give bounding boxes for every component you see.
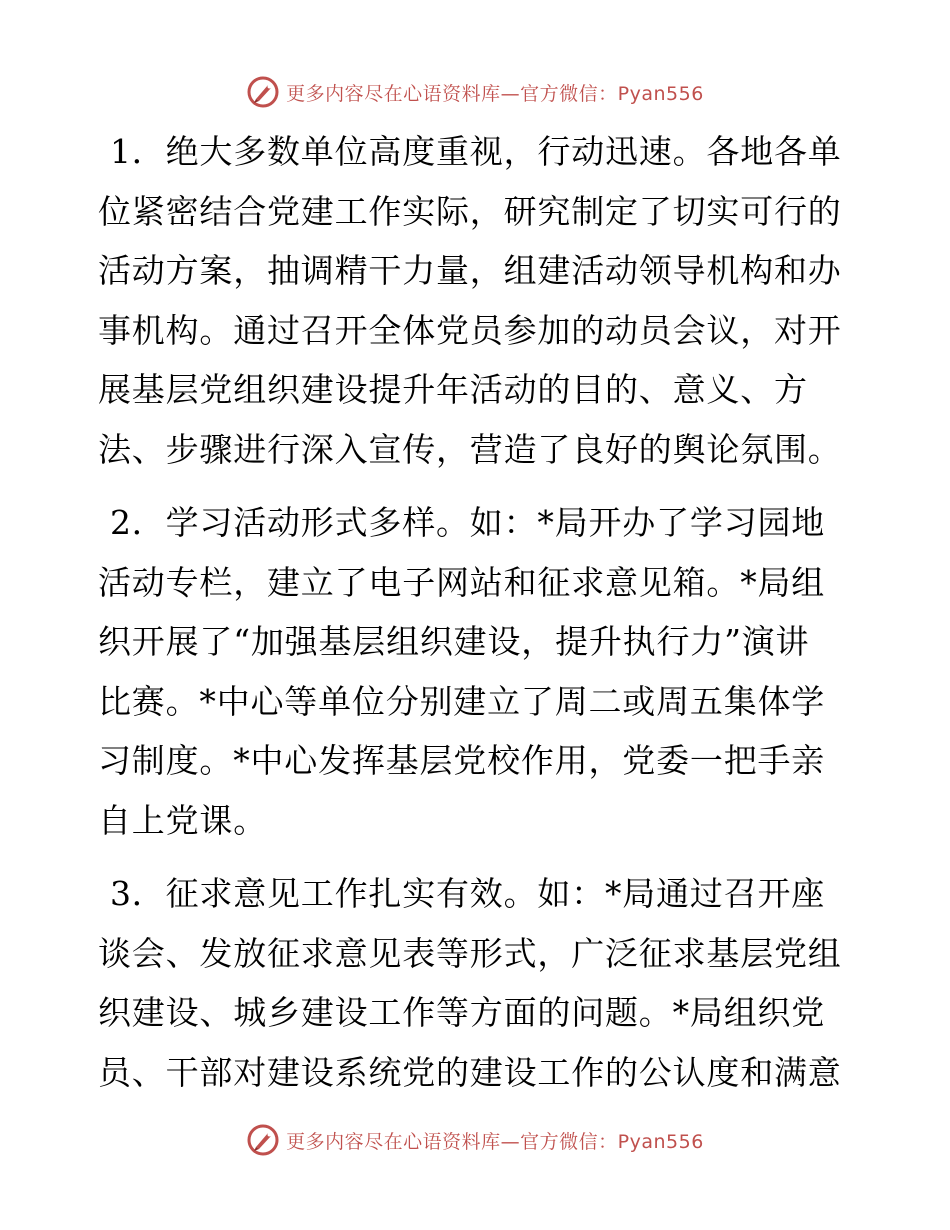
header-banner-text: 更多内容尽在心语资料库—官方微信：Pyan556 bbox=[286, 82, 704, 105]
header-banner bbox=[0, 72, 950, 112]
text-line: 3．征求意见工作扎实有效。如：*局通过召开座 bbox=[110, 874, 826, 913]
text-line: 谈会、发放征求意见表等形式，广泛征求基层党组 bbox=[98, 933, 842, 973]
pen-logo-icon bbox=[246, 1123, 280, 1157]
text-line: 自上党课。 bbox=[98, 800, 267, 840]
pen-logo-icon bbox=[246, 75, 280, 109]
document-body bbox=[98, 122, 850, 1116]
text-line: 1．绝大多数单位高度重视，行动迅速。各地各单 bbox=[110, 132, 842, 171]
text-line: 位紧密结合党建工作实际，研究制定了切实可行的 bbox=[98, 191, 842, 231]
text-line: 织开展了“加强基层组织建设，提升执行力”演讲 bbox=[98, 622, 810, 661]
text-line: 习制度。*中心发挥基层党校作用，党委一把手亲 bbox=[98, 741, 826, 780]
text-line: 织建设、城乡建设工作等方面的问题。*局组织党 bbox=[98, 993, 826, 1032]
footer-banner bbox=[0, 1120, 950, 1160]
text-line: 法、步骤进行深入宣传，营造了良好的舆论氛围。 bbox=[98, 429, 842, 469]
text-line: 活动专栏，建立了电子网站和征求意见箱。*局组 bbox=[98, 562, 826, 602]
footer-banner-text: 更多内容尽在心语资料库—官方微信：Pyan556 bbox=[286, 1130, 704, 1153]
text-line: 展基层党组织建设提升年活动的目的、意义、方 bbox=[98, 370, 808, 409]
paragraph-2 bbox=[98, 493, 850, 850]
text-line: 比赛。*中心等单位分别建立了周二或周五集体学 bbox=[98, 681, 826, 721]
text-line: 员、干部对建设系统党的建设工作的公认度和满意 bbox=[98, 1052, 842, 1092]
text-line: 活动方案，抽调精干力量，组建活动领导机构和办 bbox=[98, 251, 842, 290]
text-line: 事机构。通过召开全体党员参加的动员会议，对开 bbox=[98, 310, 842, 350]
text-line: 2．学习活动形式多样。如：*局开办了学习园地 bbox=[110, 503, 826, 542]
paragraph-1 bbox=[98, 122, 850, 479]
paragraph-3 bbox=[98, 864, 850, 1102]
